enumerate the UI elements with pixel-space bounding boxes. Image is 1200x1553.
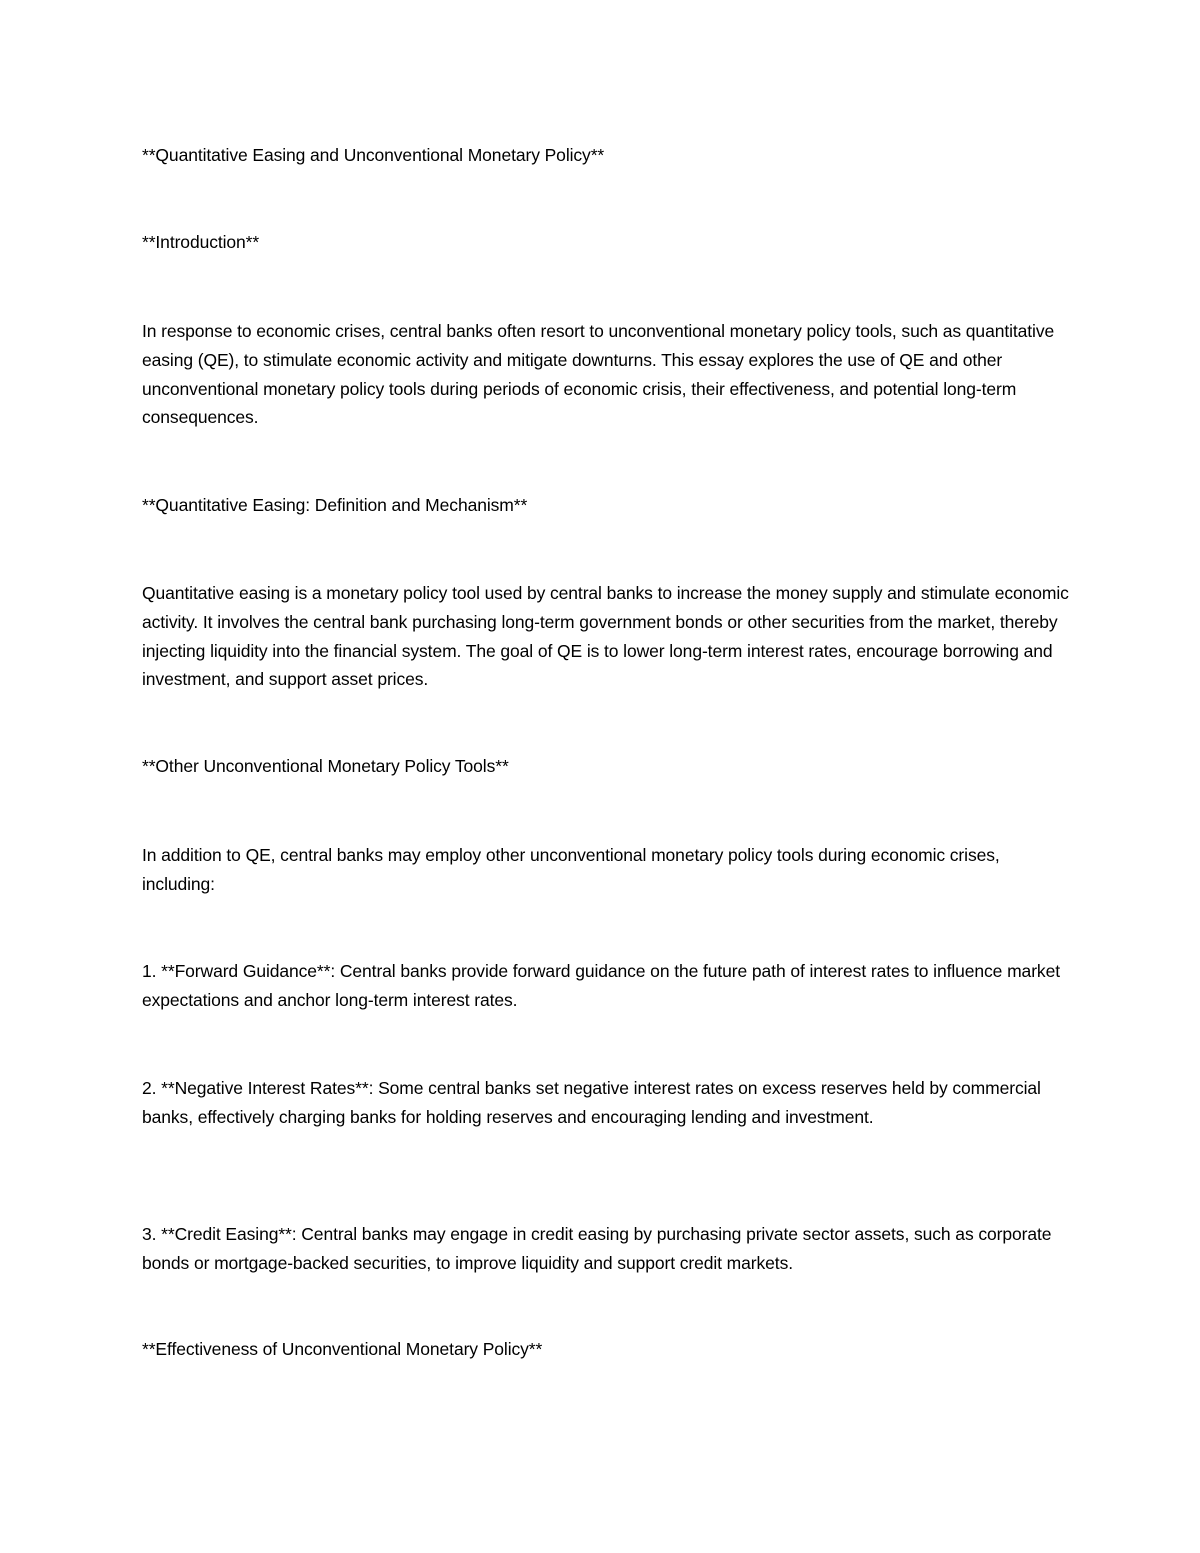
list-item-forward-guidance: 1. **Forward Guidance**: Central banks provide forward guidance on the future path of interest rates to influence market expectations and anchor long-term interest rates. xyxy=(142,961,1060,1010)
section-heading-introduction: **Introduction** xyxy=(142,232,260,252)
paragraph-other-tools-intro: In addition to QE, central banks may employ other unconventional monetary policy tools during economic crises, including: xyxy=(142,845,1000,894)
section-heading-effectiveness: **Effectiveness of Unconventional Monetary Policy** xyxy=(142,1339,543,1359)
list-item-credit-easing: 3. **Credit Easing**: Central banks may engage in credit easing by purchasing private sector assets, such as corporate bonds or mortgage-backed securities, to improve liquidity and support credit markets. xyxy=(142,1224,1052,1273)
section-heading-qe-definition: **Quantitative Easing: Definition and Mechanism** xyxy=(142,495,528,515)
paragraph-introduction: In response to economic crises, central banks often resort to unconventional monetary policy tools, such as quantitative easing (QE), to stimulate economic activity and mitigate downturns. This essay explores the use of QE and other unconventional monetary policy tools during periods of economic crisis, their effectiveness, and potential long-term consequences. xyxy=(142,321,1055,428)
document-title: **Quantitative Easing and Unconventional Monetary Policy** xyxy=(142,145,605,165)
list-item-negative-interest-rates: 2. **Negative Interest Rates**: Some central banks set negative interest rates on excess reserves held by commercial banks, effectively charging banks for holding reserves and encouraging lending and investment. xyxy=(142,1078,1041,1127)
paragraph-qe-definition: Quantitative easing is a monetary policy tool used by central banks to increase the money supply and stimulate economic activity. It involves the central bank purchasing long-term government bonds or other securities from the market, thereby injecting liquidity into the financial system. The goal of QE is to lower long-term interest rates, encourage borrowing and investment, and support asset prices. xyxy=(142,583,1069,690)
section-heading-other-tools: **Other Unconventional Monetary Policy Tools** xyxy=(142,756,509,776)
